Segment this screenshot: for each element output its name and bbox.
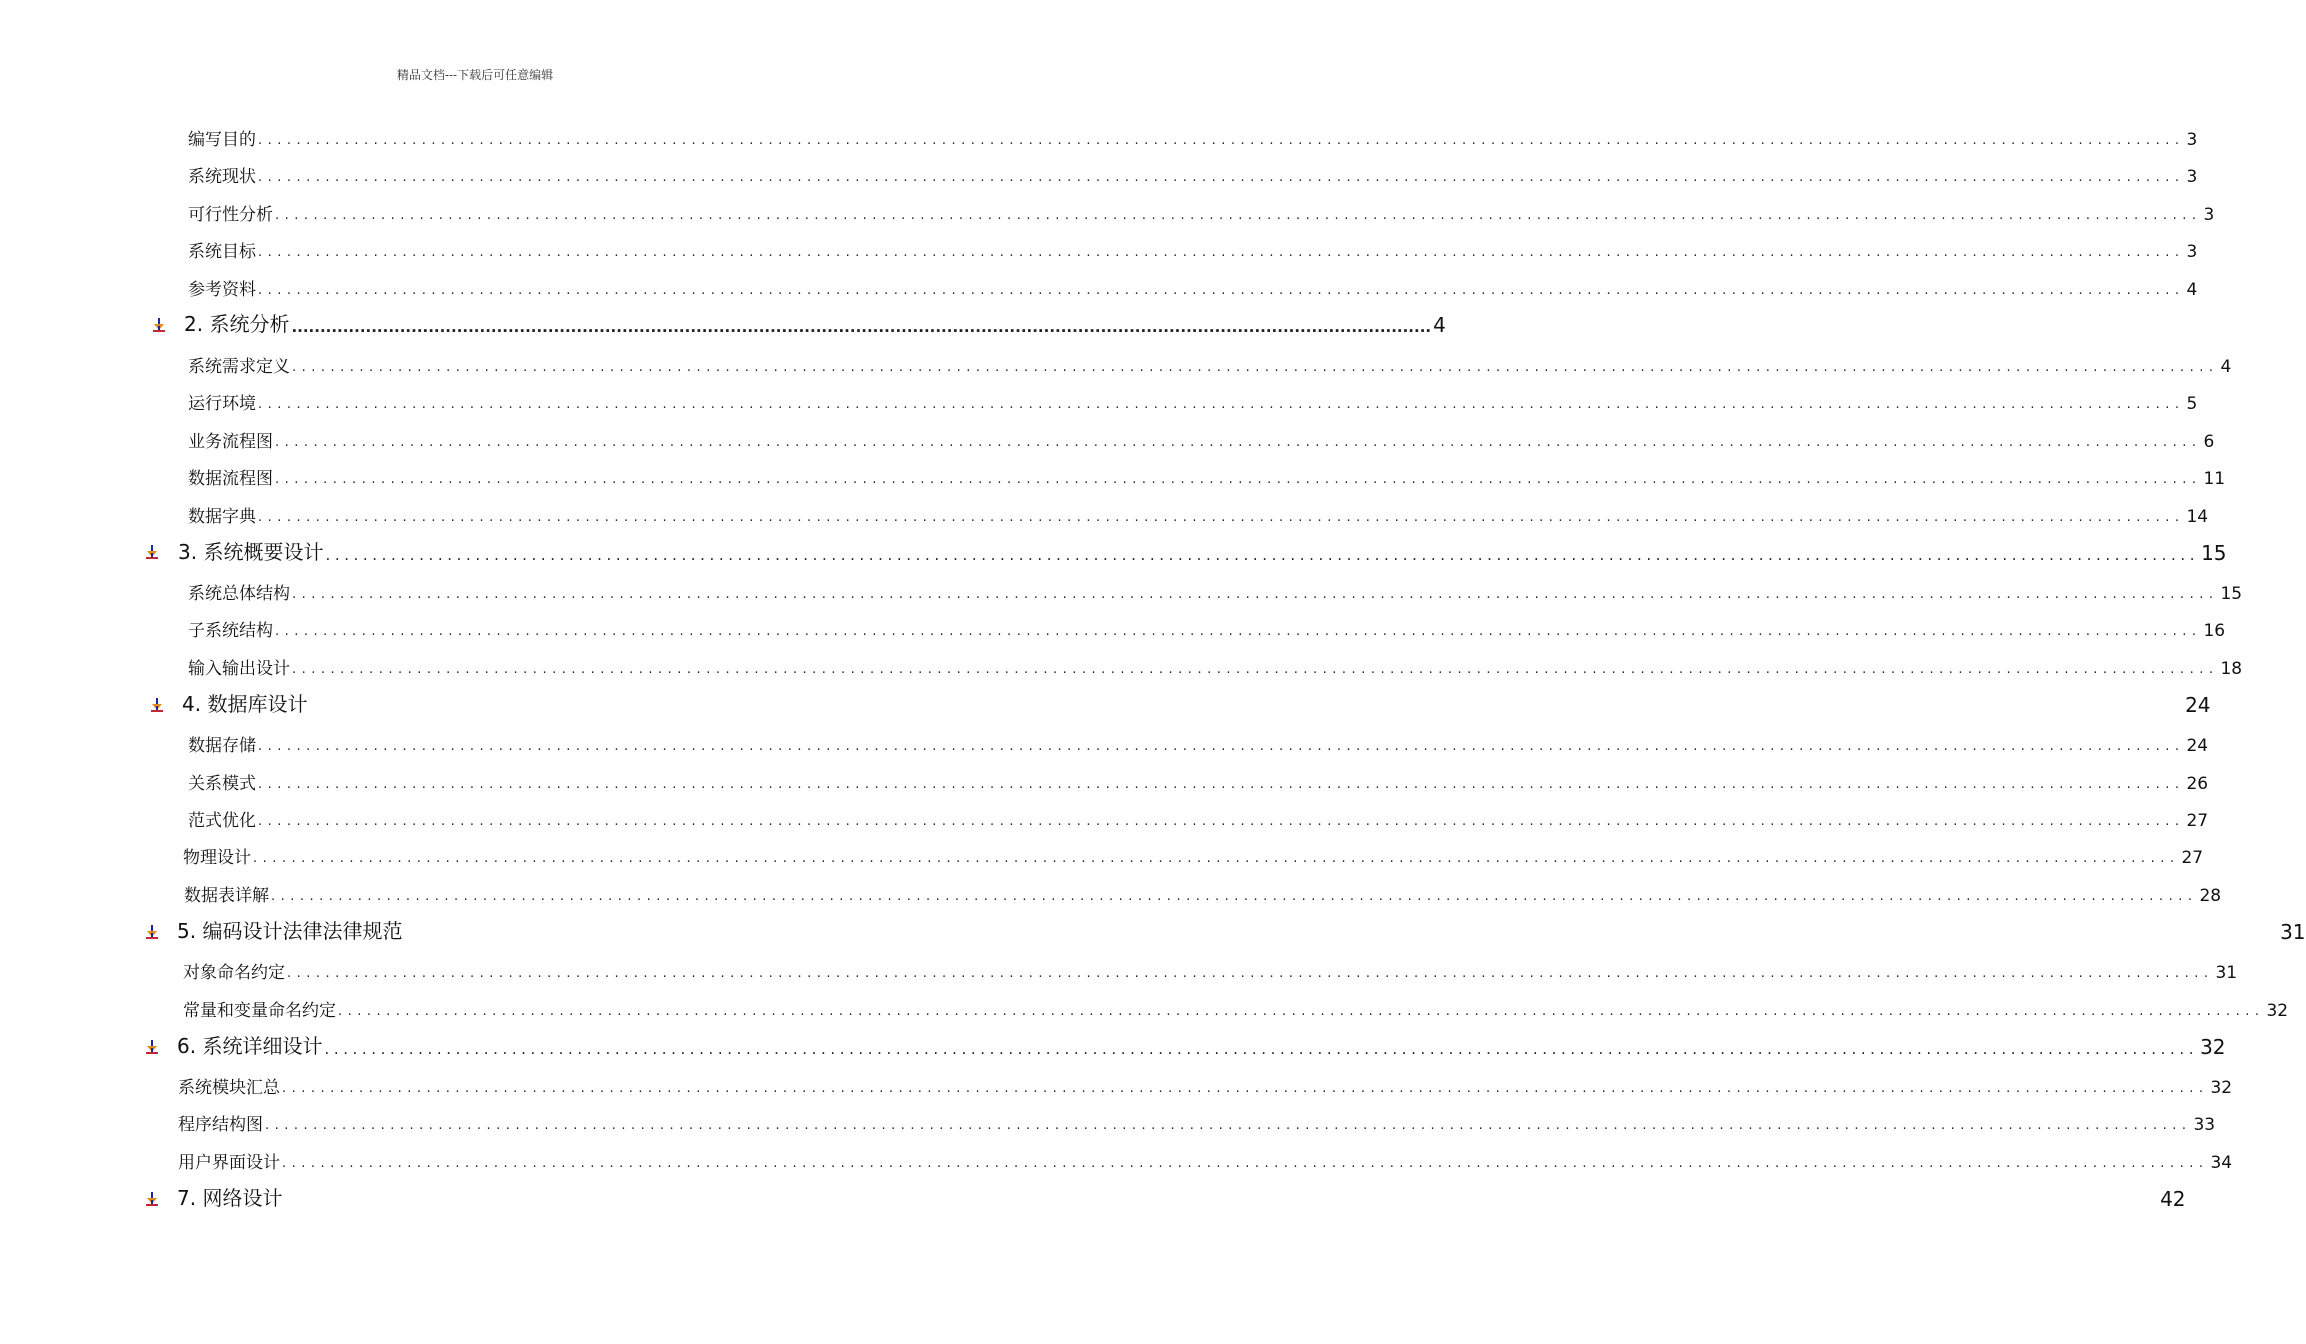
dot-leader: ........................................................................................................................................................................................................: [287, 966, 2214, 981]
toc-page-number: 32: [2210, 1078, 2233, 1098]
dot-leader: ........................................................................................................................................................................................................: [258, 739, 2185, 754]
toc-entry-label: 程序结构图: [178, 1115, 263, 1135]
toc-page-number: 15: [2201, 541, 2227, 565]
toc-entry-label: 常量和变量命名约定: [183, 1001, 336, 1021]
dot-leader: ........................................................................................................................................................................................................: [291, 318, 1432, 336]
arrow-bullet-icon: [145, 1192, 159, 1206]
toc-entry[interactable]: [188, 805, 2209, 831]
toc-entry[interactable]: [188, 199, 2215, 225]
toc-chapter-entry[interactable]: [178, 539, 2227, 565]
toc-entry-label: 范式优化: [188, 811, 256, 831]
toc-entry-label: 子系统结构: [188, 621, 273, 641]
toc-entry-label: 参考资料: [188, 280, 256, 300]
dot-leader: ........................................................................................................................................................................................................: [292, 587, 2219, 602]
toc-page-number: 27: [2186, 811, 2209, 831]
dot-leader: ........................................................................................................................................................................................................: [258, 133, 2185, 148]
toc-page-number: 32: [2200, 1035, 2226, 1059]
toc-entry-label: 数据流程图: [188, 469, 273, 489]
toc-chapter-entry[interactable]: [177, 918, 2306, 944]
dot-leader: ........................................................................................................................................................................................................: [275, 208, 2202, 223]
toc-page-number: 4: [1433, 313, 1446, 337]
toc-entry[interactable]: [188, 768, 2209, 794]
toc-entry-label: 系统现状: [188, 167, 256, 187]
toc-page-number: 6: [2203, 432, 2215, 452]
toc-page-number: 26: [2186, 774, 2209, 794]
toc-entry-label: 2. 系统分析: [184, 312, 290, 336]
toc-page-number: 28: [2199, 886, 2222, 906]
dot-leader: ........................................................................................................................................................................................................: [258, 245, 2185, 260]
toc-page-number: 3: [2203, 205, 2215, 225]
dot-leader: ........................................................................................................................................................................................................: [271, 889, 2198, 904]
toc-entry-label: 系统总体结构: [188, 584, 290, 604]
toc-entry-label: 系统需求定义: [188, 357, 290, 377]
toc-entry[interactable]: [188, 161, 2198, 187]
dot-leader: ........................................................................................................................................................................................................: [282, 1081, 2209, 1096]
toc-page-number: 3: [2186, 167, 2198, 187]
dot-leader: ........................................................................................................................................................................................................: [258, 170, 2185, 185]
toc-entry-label: 数据存储: [188, 736, 256, 756]
toc-entry-label: 3. 系统概要设计: [178, 540, 324, 564]
toc-page-number: 3: [2186, 242, 2198, 262]
toc-page-number: 18: [2220, 659, 2243, 679]
dot-leader: ........................................................................................................................................................................................................: [265, 1118, 2192, 1133]
toc-entry[interactable]: [178, 1072, 2233, 1098]
toc-entry[interactable]: [178, 1147, 2233, 1173]
toc-entry[interactable]: [188, 426, 2215, 452]
toc-page-number: 31: [2280, 920, 2306, 944]
toc-entry[interactable]: [188, 463, 2226, 489]
toc-chapter-entry[interactable]: [184, 311, 1446, 337]
toc-entry-label: 关系模式: [188, 774, 256, 794]
arrow-bullet-icon: [145, 1040, 159, 1054]
dot-leader: ........................................................................................................................................................................................................: [253, 851, 2180, 866]
toc-page-number: 4: [2186, 280, 2198, 300]
toc-entry[interactable]: [183, 842, 2204, 868]
toc-entry[interactable]: [188, 501, 2209, 527]
toc-page-number: 42: [2160, 1187, 2186, 1211]
dot-leader: ........................................................................................................................................................................................................: [292, 360, 2219, 375]
arrow-bullet-icon: [150, 698, 164, 712]
page-header: 精品文档---下载后可任意编辑: [396, 68, 554, 82]
toc-page-number: 24: [2186, 736, 2209, 756]
toc-chapter-entry[interactable]: [177, 1033, 2226, 1059]
toc-entry[interactable]: [183, 957, 2238, 983]
dot-leader: ........................................................................................................................................................................................................: [275, 435, 2202, 450]
toc-entry[interactable]: [184, 880, 2222, 906]
toc-entry[interactable]: [183, 995, 2289, 1021]
toc-entry-label: 数据表详解: [184, 886, 269, 906]
toc-entry-label: 物理设计: [183, 848, 251, 868]
toc-page-number: 33: [2193, 1115, 2216, 1135]
toc-entry-label: 可行性分析: [188, 205, 273, 225]
toc-entry-label: 7. 网络设计: [177, 1186, 283, 1210]
toc-page-number: 14: [2186, 507, 2209, 527]
toc-page-number: 27: [2181, 848, 2204, 868]
toc-entry-label: 6. 系统详细设计: [177, 1034, 323, 1058]
dot-leader: ........................................................................................................................................................................................................: [258, 510, 2185, 525]
toc-entry-label: 输入输出设计: [188, 659, 290, 679]
dot-leader: ........................................................................................................................................................................................................: [258, 283, 2185, 298]
toc-entry-label: 用户界面设计: [178, 1153, 280, 1173]
toc-entry[interactable]: [188, 124, 2198, 150]
toc-page-number: 24: [2185, 693, 2211, 717]
dot-leader: ........................................................................................................................................................................................................: [325, 546, 2200, 564]
toc-page-number: 31: [2215, 963, 2238, 983]
toc-entry[interactable]: [188, 578, 2243, 604]
toc-entry[interactable]: [178, 1109, 2216, 1135]
dot-leader: ........................................................................................................................................................................................................: [275, 472, 2202, 487]
dot-leader: ........................................................................................................................................................................................................: [324, 1040, 2199, 1058]
toc-chapter-entry[interactable]: [177, 1185, 2186, 1211]
toc-entry-label: 系统目标: [188, 242, 256, 262]
dot-leader: ........................................................................................................................................................................................................: [338, 1004, 2265, 1019]
arrow-bullet-icon: [145, 925, 159, 939]
toc-entry-label: 业务流程图: [188, 432, 273, 452]
toc-entry-label: 5. 编码设计法律法律规范: [177, 919, 403, 943]
toc-entry-label: 编写目的: [188, 130, 256, 150]
dot-leader: ........................................................................................................................................................................................................: [258, 777, 2185, 792]
toc-page-number: 16: [2203, 621, 2226, 641]
dot-leader: ........................................................................................................................................................................................................: [258, 397, 2185, 412]
toc-page-number: 15: [2220, 584, 2243, 604]
toc-page-number: 11: [2203, 469, 2226, 489]
toc-entry[interactable]: [188, 274, 2198, 300]
toc-entry-label: 对象命名约定: [183, 963, 285, 983]
dot-leader: ........................................................................................................................................................................................................: [275, 624, 2202, 639]
dot-leader: ........................................................................................................................................................................................................: [282, 1156, 2209, 1171]
arrow-bullet-icon: [145, 545, 159, 559]
toc-page-number: 34: [2210, 1153, 2233, 1173]
toc-entry[interactable]: [188, 730, 2209, 756]
toc-entry[interactable]: [188, 653, 2243, 679]
toc-entry[interactable]: [188, 615, 2226, 641]
toc-page-number: 32: [2266, 1001, 2289, 1021]
toc-entry-label: 数据字典: [188, 507, 256, 527]
toc-page-number: 5: [2186, 394, 2198, 414]
arrow-bullet-icon: [152, 318, 166, 332]
toc-entry-label: 运行环境: [188, 394, 256, 414]
toc-page-number: 4: [2220, 357, 2232, 377]
dot-leader: ........................................................................................................................................................................................................: [258, 814, 2185, 829]
toc-entry[interactable]: [188, 351, 2232, 377]
dot-leader: ........................................................................................................................................................................................................: [292, 662, 2219, 677]
toc-page-number: 3: [2186, 130, 2198, 150]
toc-chapter-entry[interactable]: [182, 691, 2211, 717]
toc-entry[interactable]: [188, 236, 2198, 262]
toc-entry[interactable]: [188, 388, 2198, 414]
toc-entry-label: 系统模块汇总: [178, 1078, 280, 1098]
toc-entry-label: 4. 数据库设计: [182, 692, 308, 716]
